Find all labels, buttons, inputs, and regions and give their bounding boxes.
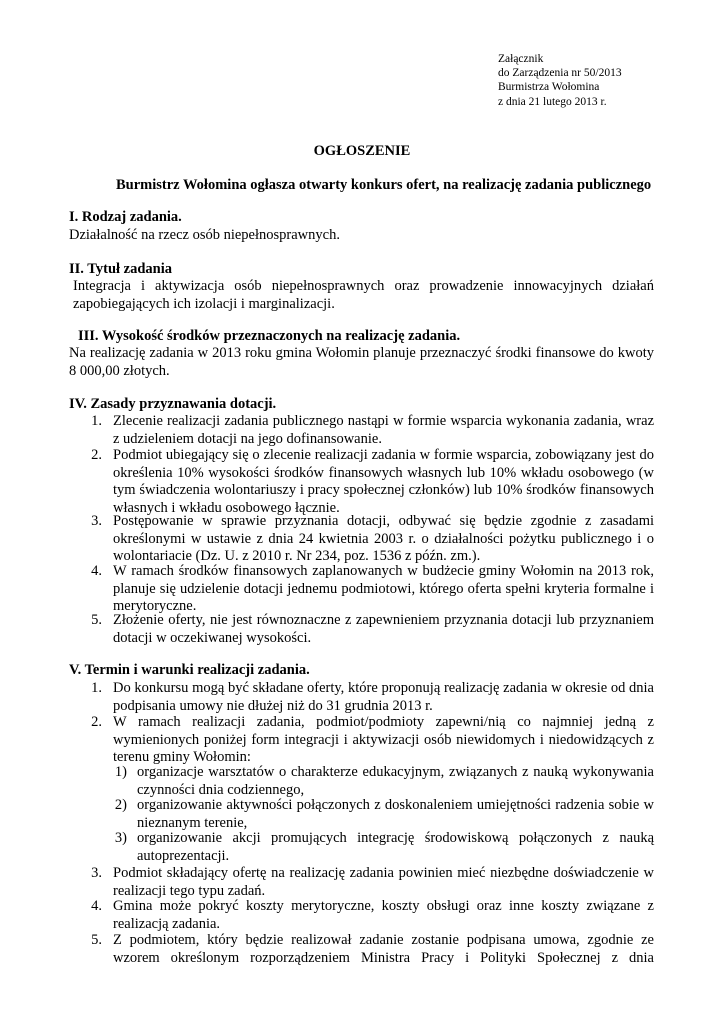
list-number: 2.	[91, 714, 102, 730]
section-heading: I. Rodzaj zadania.	[69, 209, 182, 225]
annex-line: z dnia 21 lutego 2013 r.	[498, 95, 607, 108]
list-number: 2.	[91, 447, 102, 463]
annex-line: Burmistrza Wołomina	[498, 81, 600, 94]
sublist-item: organizowanie akcji promujących integrację środowiskową połączonych z nauką autoprezentacji.	[137, 830, 654, 864]
sublist-number: 1)	[114, 764, 127, 780]
list-item: Z podmiotem, który będzie realizował zadanie zostanie podpisana umowa, zgodnie ze wzorem określonym rozporządzeniem Ministra Pracy i Polityki Społecznej z dnia	[113, 932, 654, 966]
annex-note	[498, 52, 622, 109]
list-item: Do konkursu mogą być składane oferty, które proponują realizację zadania w okresie od dnia podpisania umowy nie dłużej niż do 31 grudnia 2013 r.	[113, 680, 654, 714]
list-number: 3.	[91, 865, 102, 881]
list-item: Zlecenie realizacji zadania publicznego nastąpi w formie wsparcia wykonania zadania, wraz z udzieleniem dotacji na jego dofinansowanie.	[113, 413, 654, 447]
list-number: 5.	[91, 612, 102, 628]
document-subtitle: Burmistrz Wołomina ogłasza otwarty konkurs ofert, na realizację zadania publicznego	[116, 177, 652, 193]
list-number: 1.	[91, 413, 102, 429]
list-item: Podmiot ubiegający się o zlecenie realizacji zadania w formie wsparcia, zobowiązany jest do określenia 10% wysokości środków finansowych własnych lub 10% wkładu osobowego (w tym świadczenia wolontariuszy i pracy społecznej członków) lub 10% środków finansowych własnych i wkładu osobowego łącznie.	[113, 447, 654, 516]
list-item: Postępowanie w sprawie przyznania dotacji, odbywać się będzie zgodnie z zasadami określonymi w ustawie z dnia 24 kwietnia 2003 r. o działalności pożytku publicznego i o wolontariacie (Dz. U. z 2010 r. Nr 234, poz. 1536 z późn. zm.).	[113, 513, 654, 564]
sublist-number: 3)	[114, 830, 127, 846]
list-number: 4.	[91, 898, 102, 914]
list-item: W ramach środków finansowych zaplanowanych w budżecie gminy Wołomin na 2013 rok, planuje się udzielenie dotacji jednemu podmiotowi, którego oferta spełni kryteria formalne i merytoryczne.	[113, 563, 654, 614]
list-number: 1.	[91, 680, 102, 696]
list-item: W ramach realizacji zadania, podmiot/podmioty zapewni/nią co najmniej jedną z wymienionych poniżej form integracji i aktywizacji osób niewidomych i niedowidzących z terenu gminy Wołomin:	[113, 714, 654, 765]
section-text: Działalność na rzecz osób niepełnosprawnych.	[69, 227, 340, 243]
annex-line: do Zarządzenia nr 50/2013	[498, 67, 622, 80]
list-item: Złożenie oferty, nie jest równoznaczne z zapewnieniem przyznania dotacji lub przyznaniem dotacji w oczekiwanej wysokości.	[113, 612, 654, 646]
section-heading: II. Tytuł zadania	[69, 261, 173, 277]
list-number: 3.	[91, 513, 102, 529]
list-item: Gmina może pokryć koszty merytoryczne, koszty obsługi oraz inne koszty związane z realizacją zadania.	[113, 898, 654, 932]
sublist-item: organizacje warsztatów o charakterze edukacyjnym, związanych z nauką wykonywania czynności dnia codziennego,	[137, 764, 654, 798]
section-heading: IV. Zasady przyznawania dotacji.	[69, 396, 277, 412]
list-item: Podmiot składający ofertę na realizację zadania powinien mieć niezbędne doświadczenie w realizacji tego typu zadań.	[113, 865, 654, 899]
sublist-item: organizowanie aktywności połączonych z doskonaleniem umiejętności radzenia sobie w nieznanym terenie,	[137, 797, 654, 831]
document-title: OGŁOSZENIE	[313, 143, 411, 159]
list-number: 5.	[91, 932, 102, 948]
annex-line: Załącznik	[498, 53, 544, 65]
section-text: Integracja i aktywizacja osób niepełnosprawnych oraz prowadzenie innowacyjnych działań zapobiegających ich izolacji i marginalizacji.	[73, 278, 654, 312]
list-number: 4.	[91, 563, 102, 579]
section-text: Na realizację zadania w 2013 roku gmina Wołomin planuje przeznaczyć środki finansowe do kwoty 8 000,00 złotych.	[69, 345, 654, 379]
section-heading: V. Termin i warunki realizacji zadania.	[69, 662, 310, 678]
sublist-number: 2)	[114, 797, 127, 813]
section-heading: III. Wysokość środków przeznaczonych na realizację zadania.	[78, 328, 461, 344]
